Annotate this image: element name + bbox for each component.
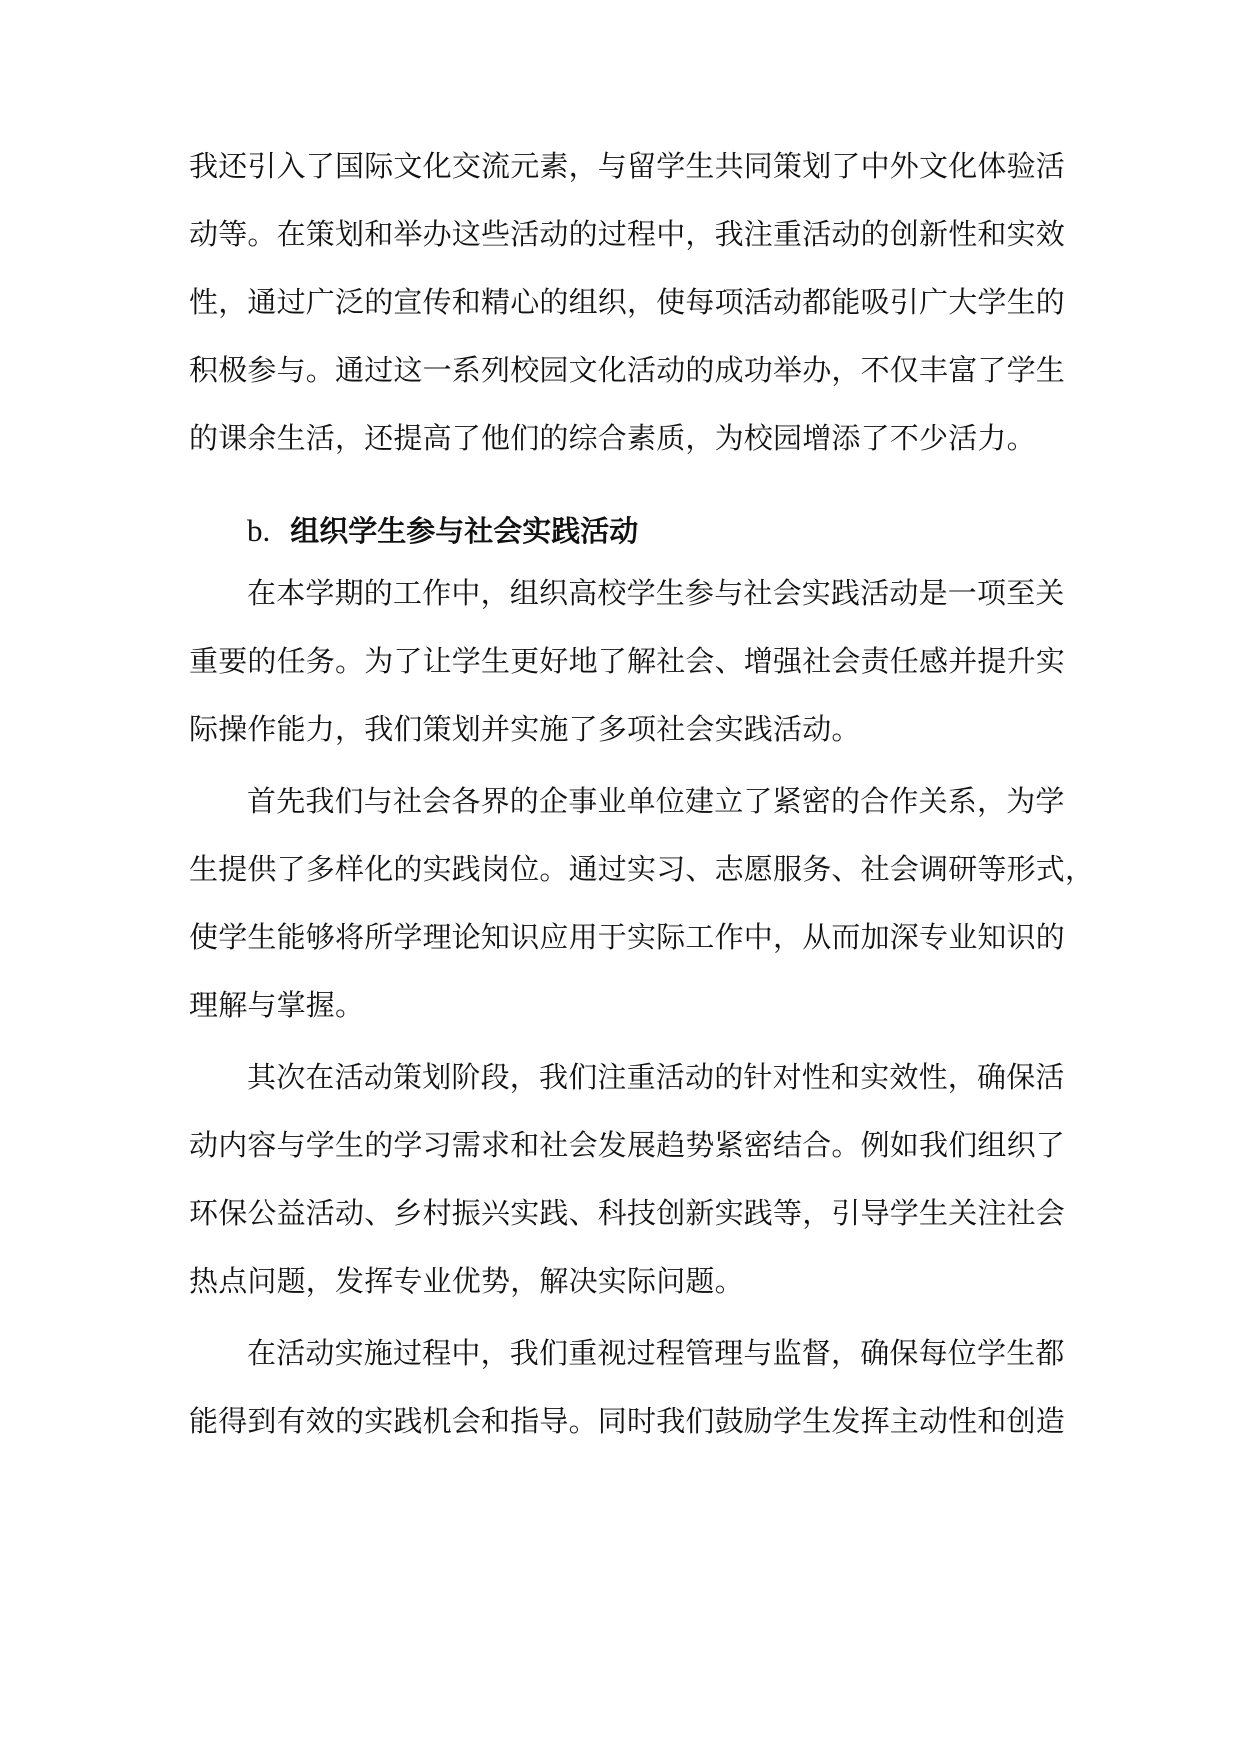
section-title: 组织学生参与社会实践活动: [290, 514, 639, 548]
paragraph-line: 动等。在策划和举办这些活动的过程中，我注重活动的创新性和实效: [189, 217, 1066, 251]
paragraph-line: 生提供了多样化的实践岗位。通过实习、志愿服务、社会调研等形式，: [189, 852, 1095, 886]
paragraph-line: 积极参与。通过这一系列校园文化活动的成功举办，不仅丰富了学生: [189, 353, 1066, 387]
paragraph-line: 能得到有效的实践机会和指导。同时我们鼓励学生发挥主动性和创造: [189, 1404, 1066, 1438]
paragraph-line: 际操作能力，我们策划并实施了多项社会实践活动。: [189, 712, 861, 746]
paragraph-line: 重要的任务。为了让学生更好地了解社会、增强社会责任感并提升实: [189, 644, 1066, 678]
paragraph-line: 我还引入了国际文化交流元素，与留学生共同策划了中外文化体验活: [189, 149, 1066, 183]
paragraph-line: 动内容与学生的学习需求和社会发展趋势紧密结合。例如我们组织了: [189, 1128, 1066, 1162]
paragraph-line: 首先我们与社会各界的企事业单位建立了紧密的合作关系，为学: [247, 784, 1065, 818]
paragraph-line: 其次在活动策划阶段，我们注重活动的针对性和实效性，确保活: [247, 1060, 1065, 1094]
section-marker: b.: [247, 513, 271, 548]
paragraph-line: 性，通过广泛的宣传和精心的组织，使每项活动都能吸引广大学生的: [189, 285, 1066, 319]
section-heading: [247, 511, 638, 551]
paragraph-line: 在活动实施过程中，我们重视过程管理与监督，确保每位学生都: [247, 1336, 1065, 1370]
paragraph-line: 环保公益活动、乡村振兴实践、科技创新实践等，引导学生关注社会: [189, 1196, 1066, 1230]
paragraph-line: 使学生能够将所学理论知识应用于实际工作中，从而加深专业知识的: [189, 920, 1066, 954]
paragraph-line: 理解与掌握。: [189, 988, 365, 1022]
paragraph-line: 的课余生活，还提高了他们的综合素质，为校园增添了不少活力。: [189, 421, 1036, 455]
paragraph-line: 在本学期的工作中，组织高校学生参与社会实践活动是一项至关: [247, 576, 1065, 610]
paragraph-line: 热点问题，发挥专业优势，解决实际问题。: [189, 1264, 744, 1298]
